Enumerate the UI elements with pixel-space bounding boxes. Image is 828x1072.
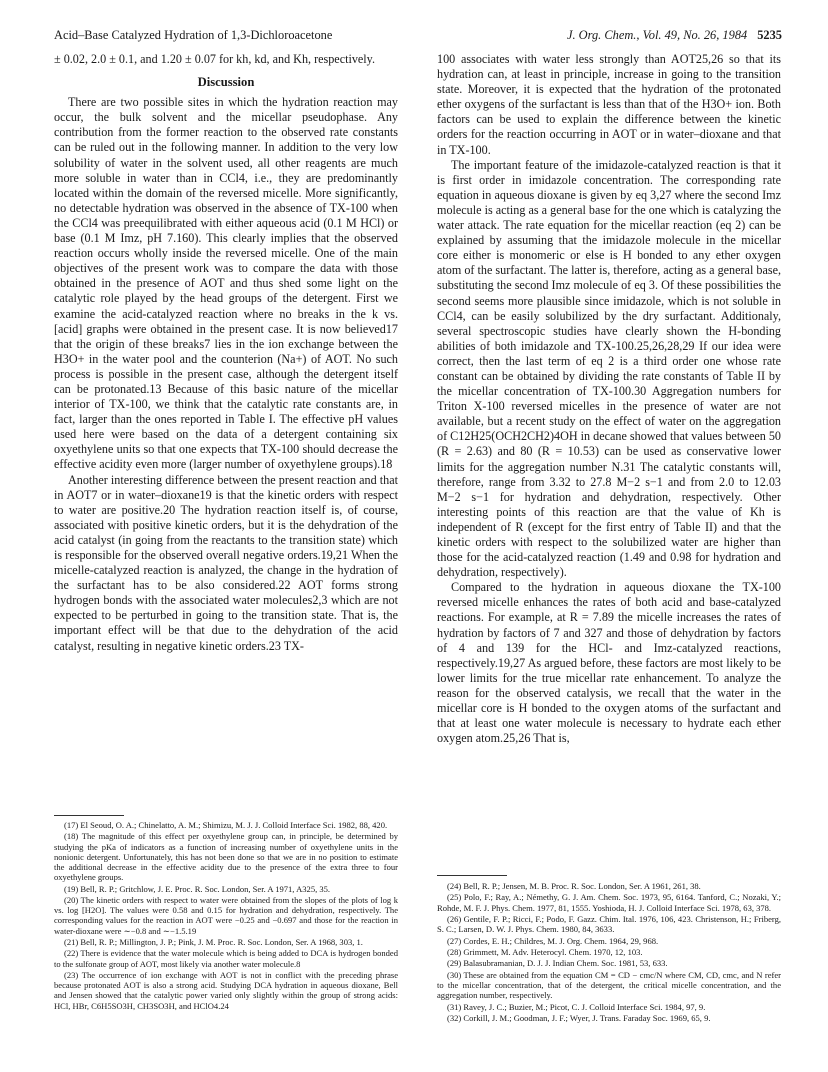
journal-name: J. Org. Chem., Vol. 49, No. 26, 1984 bbox=[566, 28, 748, 42]
paragraph-continued: 100 associates with water less strongly than AOT25,26 so that its hydration can, at least in principle, increase in going to the transition state. Moreover, it is expected that the hydration of the protonated ether oxygens of the surfactant is less than that of the H3O+ ion. Both factors can be used to explain the difference between the kinetic orders for the reaction occurring in AOT or in water–dioxane and that in TX-100. bbox=[437, 52, 781, 157]
footnote: (30) These are obtained from the equation CM = CD − cmc/N where CM, CD, cmc, and N refer to the micellar concentration, that of the detergent, the critical micelle concentration, and the aggregation number, respectively. bbox=[437, 969, 781, 1001]
footnote-rule bbox=[54, 815, 124, 816]
footnote: (28) Grimmett, M. Adv. Heterocyl. Chem. 1970, 12, 103. bbox=[447, 946, 643, 957]
footnote: (22) There is evidence that the water molecule which is being added to DCA is hydrogen bonded to the sulfonate group of AOT, most likely via another water molecule.8 bbox=[54, 948, 398, 969]
section-heading-discussion: Discussion bbox=[197, 75, 255, 90]
left-footnotes bbox=[54, 820, 398, 1012]
right-footnotes bbox=[437, 881, 781, 1024]
footnote: (27) Cordes, E. H.; Childres, M. J. Org. Chem. 1964, 29, 968. bbox=[447, 935, 659, 946]
journal-citation bbox=[567, 28, 782, 43]
footnote: (20) The kinetic orders with respect to water were obtained from the slopes of the plots of log k vs. log [H2O]. The values were 0.58 and 0.15 for hydration and dehydration, respectively. The corresponding values for the reaction in AOT were −0.25 and −0.697 and those for the reaction in water-dioxane were ∼−0.8 and ∼−1.5.19 bbox=[54, 894, 398, 936]
footnote: (19) Bell, R. P.; Gritchlow, J. E. Proc. R. Soc. London, Ser. A 1971, A325, 35. bbox=[64, 883, 331, 894]
footnote: (31) Ravey, J. C.; Buzier, M.; Picot, C. J. Colloid Interface Sci. 1984, 97, 9. bbox=[447, 1001, 706, 1012]
running-title: Acid–Base Catalyzed Hydration of 1,3-Dichloroacetone bbox=[54, 28, 333, 42]
footnote: (29) Balasubramanian, D. J. J. Indian Chem. Soc. 1981, 53, 633. bbox=[447, 958, 668, 969]
footnote: (21) Bell, R. P.; Millington, J. P.; Pink, J. M. Proc. R. Soc. London, Ser. A 1968, 303, 1. bbox=[64, 936, 363, 947]
right-column bbox=[437, 52, 781, 746]
paragraph-continued: ± 0.02, 2.0 ± 0.1, and 1.20 ± 0.07 for kh, kd, and Kh, respectively. bbox=[54, 52, 375, 66]
page-number: 5235 bbox=[757, 28, 782, 42]
footnote: (32) Corkill, J. M.; Goodman, J. F.; Wyer, J. Trans. Faraday Soc. 1969, 65, 9. bbox=[447, 1012, 711, 1023]
footnote: (23) The occurrence of ion exchange with AOT is not in conflict with the preceding phrase because protonated AOT is also a strong acid. Studying DCA hydration in aqueous dioxane, Bell and Jensen showed that the catalytic power varied only slightly within the group of strong acids: HCl, HBr, C6H5SO3H, CH3SO3H, and HClO4.24 bbox=[54, 969, 398, 1011]
footnote: (18) The magnitude of this effect per oxyethylene group can, in principle, be determined by studying the pKa of indicators as a function of increasing number of oxyethylene units in the nonionic detergent. Unfortunately, this has not been done so that we are in no position to estimate the additional decrease in the effective acidity due to the presence of the extra three to four oxyethylene groups. bbox=[54, 831, 398, 883]
footnote: (17) El Seoud, O. A.; Chinelatto, A. M.; Shimizu, M. J. J. Colloid Interface Sci. 1982, 88, 420. bbox=[64, 820, 388, 830]
footnote: (25) Polo, F.; Ray, A.; Némethy, G. J. Am. Chem. Soc. 1973, 95, 6164. Tanford, C.; Nozaki, Y.; Rohde, M. F. J. Phys. Chem. 1977, 81, 1555. Yoshioda, H. J. Colloid Interface Sci. 1978, 63, 378. bbox=[437, 892, 781, 913]
paragraph: Another interesting difference between the present reaction and that in AOT7 or in water–dioxane19 is that the kinetic orders with respect to water are positive.20 The hydration reaction itself is, of course, associated with positive kinetic orders, but it is the dehydration of the acid catalyst (in going from the reactants to the transition state) which is responsible for the observed overall negative orders.19,21 When the micelle-catalyzed reaction is analyzed, the change in the hydration of the surfactant has to be also considered.22 AOT forms strong hydrogen bonds with the associated water molecules2,3 which are not expected to be perturbed in going to the transition state. That is, the important effect will be that due to the dehydration of the acid catalyst, resulting in negative kinetic orders.23 TX- bbox=[54, 472, 398, 653]
running-header bbox=[54, 28, 782, 46]
paragraph: Compared to the hydration in aqueous dioxane the TX-100 reversed micelle enhances the rates of both acid and base-catalyzed reactions. For example, at R = 7.89 the micelle increases the rates of hydration by factors of 7 and 327 and those of dehydration by factors of 4 and 139 for the HCl- and Imz-catalyzed reactions, respectively.19,27 As argued before, these factors are most likely to be lower limits for the true micellar rate enhancement. To analyze the reason for the observed catalysis, we recall that the water in the micellar core is H bonded to the oxygen atoms of the surfactant and that at least one water molecule is necessary to hydrate each ether oxygen atom.25,26 That is, bbox=[437, 580, 781, 746]
paragraph: There are two possible sites in which the hydration reaction may occur, the bulk solvent and the micellar pseudophase. Any contribution from the former reaction to the observed rate constants can be ruled out in the following manner. In addition to the very low solubility of water in the solvent used, all other reagents are much more soluble in water than in CCl4, i.e., they are predominantly located within the domain of the reversed micelle. More significantly, no detectable hydration was observed in the absence of TX-100 when the CCl4 was preequilibrated with either aqueous acid (0.1 M HCl) or base (0.1 M Imz, pH 7.160). This clearly implies that the observed reaction occurs wholly inside the reversed micelle. One of the main objectives of the present work was to compare the data with those obtained in the presence of AOT and thus shed some light on the catalytic role played by the head groups of the detergent. First we examine the acid-catalyzed reaction where no breaks in the k vs. [acid] graphs were obtained in the present case. It is now believed17 that the origin of these breaks7 lies in the ion exchange between the H3O+ in the water pool and the counterion (Na+) of AOT. No such process is possible in the present case, although the detergent itself can be protonated.13 Because of this basic nature of the micellar interior of TX-100, we think that the catalytic rate constants are, in fact, larger than the ones reported in Table I. The effective pH values used here were based on the data of a detergent containing six oxyethylene units so that one expects that TX-100 should decrease the effective acidity even more (larger number of oxyethylene groups).18 bbox=[54, 95, 398, 472]
left-column bbox=[54, 52, 398, 654]
footnote: (26) Gentile, F. P.; Ricci, F.; Podo, F. Gazz. Chim. Ital. 1976, 106, 423. Christenson, H.; Friberg, S. C.; Larsen, D. W. J. Phys. Chem. 1980, 84, 3633. bbox=[437, 913, 781, 935]
paragraph: The important feature of the imidazole-catalyzed reaction is that it is first order in imidazole concentration. The corresponding rate equation in aqueous dioxane is given by eq 3,27 where the second Imz molecule is acting as a general base for the one which is catalyzing the water attack. The rate equation for the micellar reaction (eq 2) can be explained by assuming that the imidazole molecule in the micellar core either is monomeric or else is H bonded to any ether oxygen atom of the surfactant. The latter is, therefore, acting as a general base, substituting the second Imz molecule of eq 3. Of these possibilities the second seems more plausible since imidazole, which is not soluble in CCl4, can be easily solubilized by the dry surfactant. Additionaly, several spectroscopic studies have clearly shown the H-bonding abilities of both imidazole and TX-100.25,26,28,29 If our idea were correct, then the last term of eq 2 is a third order one whose rate constant can be obtained by dividing the rate constants of Table II by the micellar concentration of TX-100.30 Aggregation numbers for Triton X-100 reversed micelles in the presence of water are not available, but a recent study on the effect of water on the aggregation of C12H25(OCH2CH2)4OH in decane showed that values between 50 (R = 2.63) and 80 (R = 10.53) can be used as conservative lower limits for the aggregation number N.31 The catalytic constants will, therefore, range from 3.32 to 27.8 M−2 s−1 and from 2.0 to 12.03 M−2 s−1 for hydration and dehydration, respectively. Other interesting points of this reaction are that the value of Kh is independent of R (except for the first entry of Table II) and that the kinetic orders with respect to the solubilized water are higher than those for the acid-catalyzed reaction (1.49 and 0.98 for hydration and dehydration, respectively). bbox=[437, 157, 781, 580]
footnote: (24) Bell, R. P.; Jensen, M. B. Proc. R. Soc. London, Ser. A 1961, 261, 38. bbox=[447, 881, 701, 891]
footnote-rule bbox=[437, 875, 507, 876]
